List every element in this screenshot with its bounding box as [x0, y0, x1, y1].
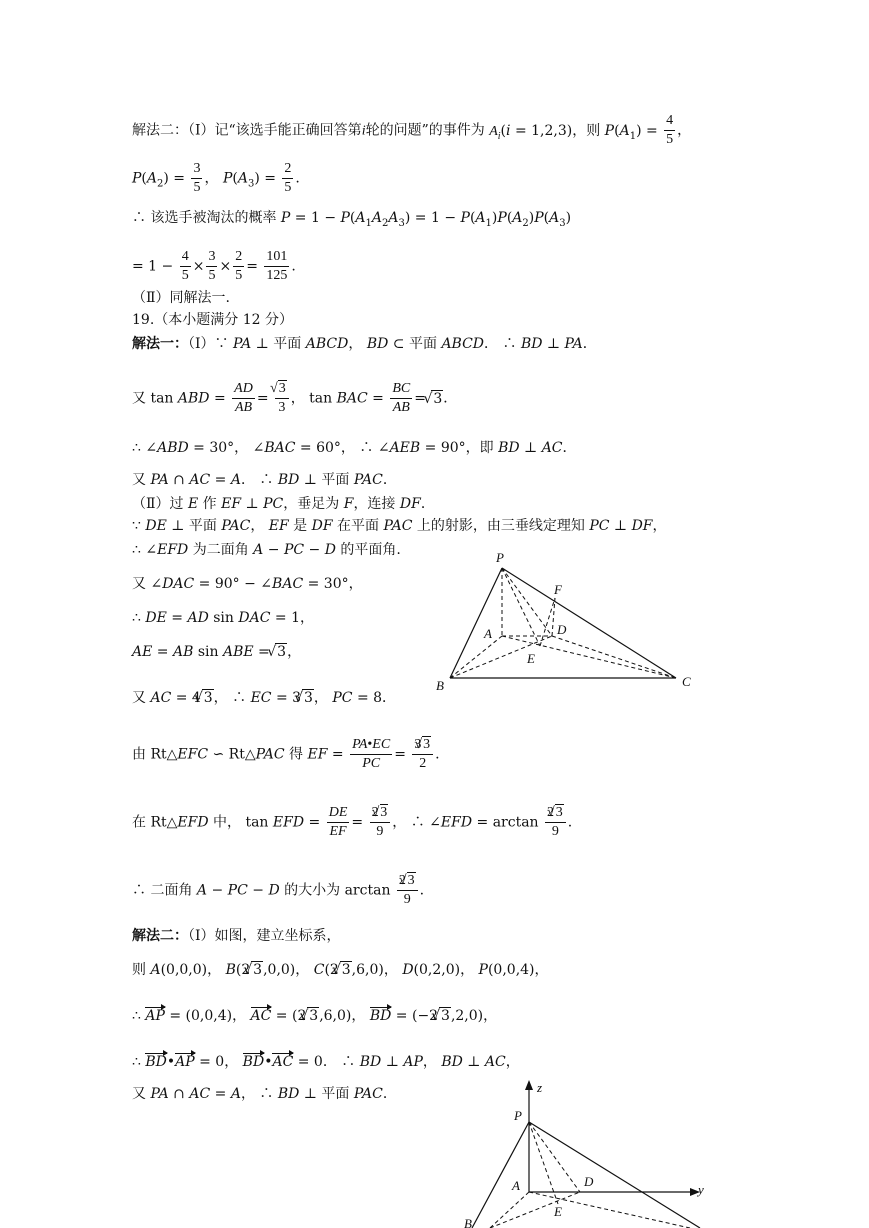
text-line: ∴ 该选手被淘汰的概率 $P = 1 - P(A_1A_2A_3) = 1 - P(A_1)P(A_2)P(A_3)$ [132, 210, 572, 229]
text-line: 又 tan ABD = $\frac{AD}{AB}$ = √ $\frac{3}{3}$ ， tan BAC = $\frac{BC}{AB}$ = √ 3． [132, 380, 457, 417]
section-heading: 19.（本小题满分 12 分） [132, 312, 293, 328]
text-line: ∴ ∠EFD 为二面角 A − PC − D 的平面角. [132, 542, 401, 558]
label-B: B [436, 678, 444, 693]
label-E: E [554, 1204, 562, 1219]
label-A: A [512, 1178, 520, 1193]
coordinate-figure-2 [450, 1076, 710, 1228]
text-line: $P(A_2)$ = $\frac{3}{5}$ ， $P(A_3)$ = $\frac{2}{5}$ . [132, 161, 300, 195]
text-line: = 1 − $\frac{4}{5}$ × $\frac{3}{5}$ × $\frac{2}{5}$ = $\frac{101}{125}$ . [132, 249, 296, 283]
label-C: C [682, 674, 691, 689]
label-z: z [537, 1080, 543, 1095]
text-line: AE = AB sin ABE = √ 3， [132, 642, 301, 662]
label-P: P [496, 550, 504, 565]
label-y: y [698, 1182, 704, 1197]
text-line: （Ⅱ）同解法一. [132, 290, 230, 306]
text-line: ∴ BD•AP = 0， BD•AC = 0． ∴ BD ⊥ AP， BD ⊥ AC， [132, 1054, 520, 1070]
text-line: 解法二：（Ⅰ）记“该选手能正确回答第i轮的问题”的事件为 $A_i(i = 1,2,3)$，则 $P(A_1)$ = $\frac{4}{5}$ ， [132, 113, 692, 147]
text-line: 由 Rt△EFC ∽ Rt△PAC 得 EF = $\frac{PA•EC}{PC}$ = $\frac{3√ 3}{2}$ . [132, 736, 440, 773]
text-line: 又 PA ∩ AC = A． ∴ BD ⊥ 平面 PAC． [132, 472, 397, 488]
text-line: 则 A(0,0,0)， B(2√ 3,0,0)， C(2√ 3,6,0)， D(0,2,0)， P(0,0,4)， [132, 960, 549, 980]
text-line: 解法一：（Ⅰ）∵ PA ⊥ 平面 ABCD， BD ⊂ 平面 ABCD． ∴ BD ⊥ PA． [132, 336, 597, 352]
text-line: ∵ DE ⊥ 平面 PAC， EF 是 DF 在平面 PAC 上的射影，由三垂线定理知 PC ⊥ DF， [132, 518, 667, 534]
text-line: 解法二：（Ⅰ）如图，建立坐标系， [132, 928, 341, 944]
text-line: 又 ∠DAC = 90° − ∠BAC = 30°， [132, 576, 363, 592]
text-line: 又 PA ∩ AC = A， ∴ BD ⊥ 平面 PAC． [132, 1086, 397, 1102]
text-line: ∴ ∠ABD = 30°， ∠BAC = 60°， ∴ ∠AEB = 90°，即 BD ⊥ AC． [132, 440, 577, 456]
label-F: F [554, 582, 562, 597]
text-line: （Ⅱ）过 E 作 EF ⊥ PC，垂足为 F，连接 DF． [132, 496, 435, 512]
text-line: ∴ AP = (0,0,4)， AC = (2√ 3,6,0)， BD = (−2√ 3,2,0)， [132, 1006, 497, 1026]
text-line: 又 AC = 4√ 3， ∴ EC = 3√ 3， PC = 8． [132, 688, 396, 708]
label-D: D [557, 622, 567, 637]
text-line: 在 Rt△EFD 中， tan EFD = $\frac{DE}{EF}$ = $\frac{2√ 3}{9}$ ， ∴ ∠EFD = arctan $\frac{2√ 3}{9}$ . [132, 804, 572, 841]
label-E: E [527, 651, 535, 666]
pyramid-figure-1 [420, 548, 710, 698]
label-B: B [464, 1216, 472, 1228]
text-line: ∴ DE = AD sin DAC = 1， [132, 610, 314, 626]
text-line: ∴ 二面角 A − PC − D 的大小为 arctan $\frac{2√ 3}{9}$ . [132, 872, 424, 909]
label-D: D [584, 1174, 594, 1189]
label-P: P [514, 1108, 522, 1123]
label-A: A [484, 626, 492, 641]
